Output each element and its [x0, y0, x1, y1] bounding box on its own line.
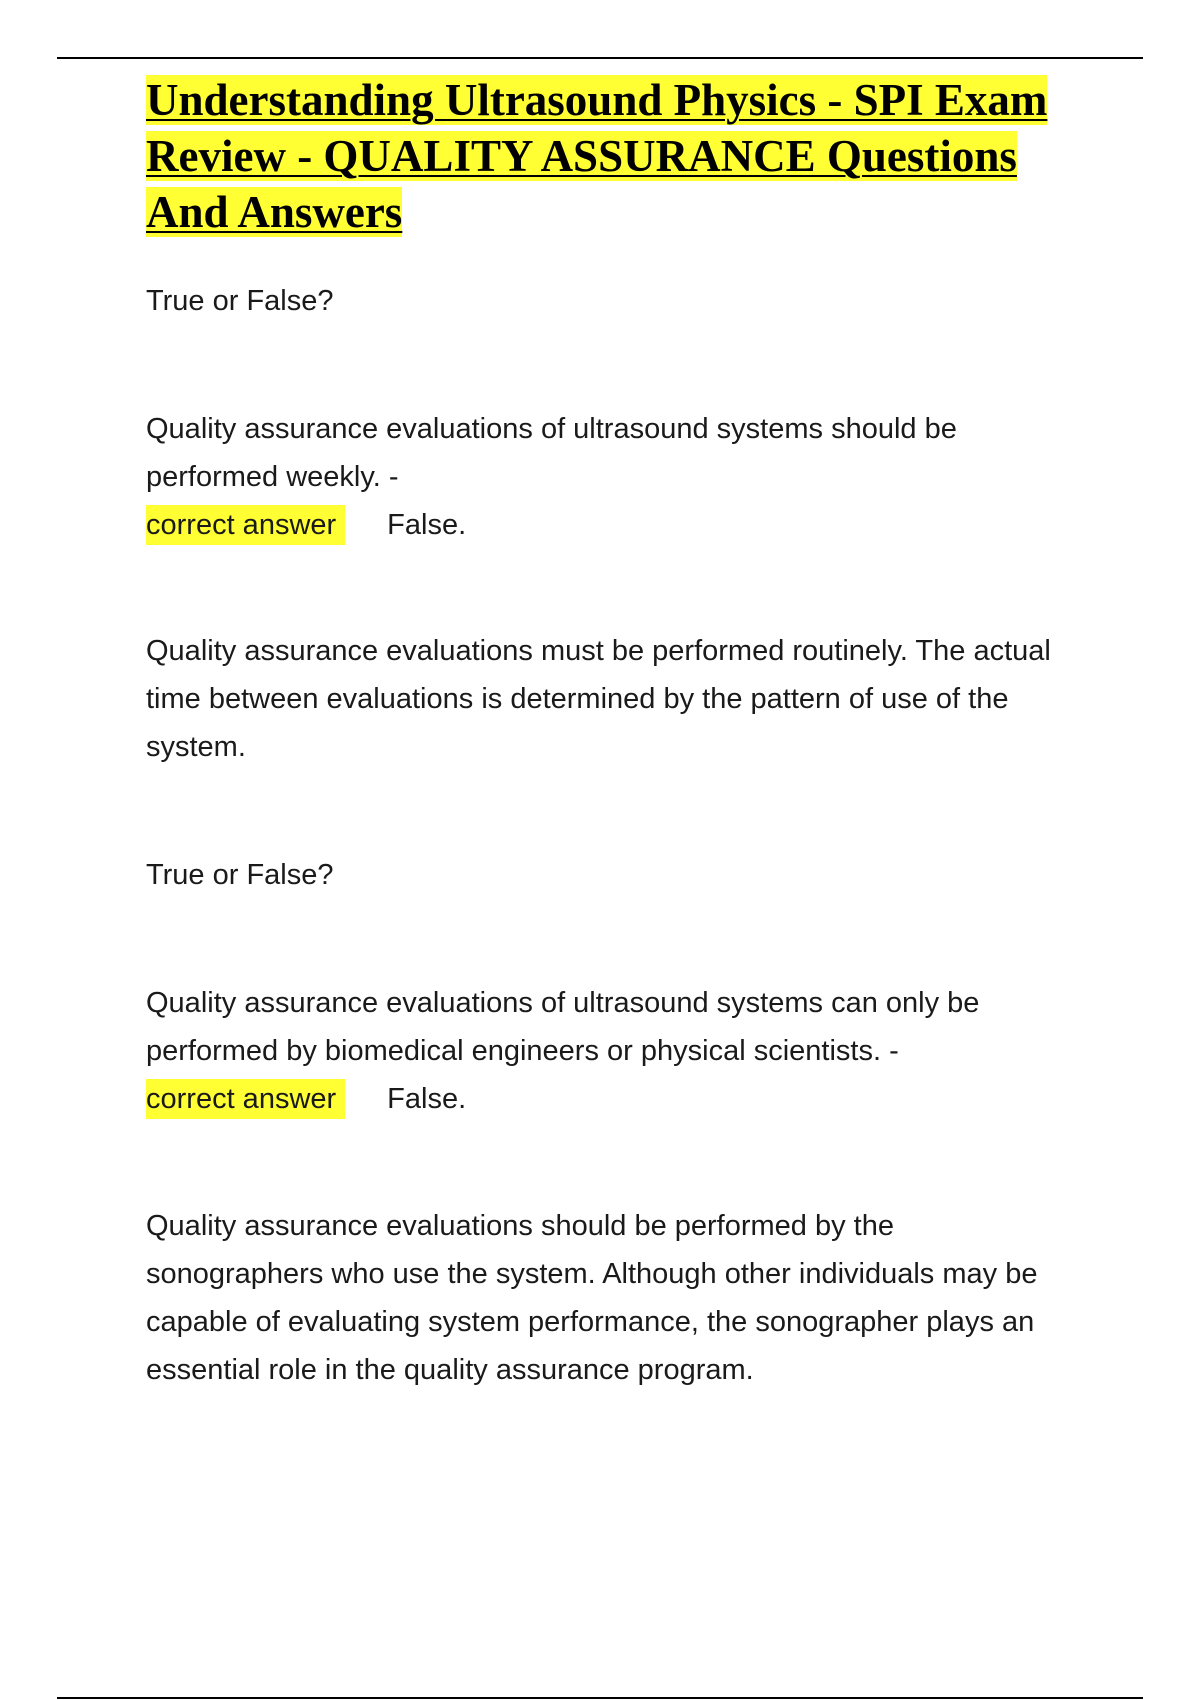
question-text: Quality assurance evaluations of ultrasound systems should be performed weekly. -: [146, 413, 957, 493]
correct-answer-label: correct answer: [146, 1079, 345, 1119]
answer-explanation: Quality assurance evaluations must be performed routinely. The actual time between evaluations is determined by the pattern of use of the system.: [146, 635, 1051, 763]
answer-value: False.: [387, 1082, 467, 1115]
question-text: Quality assurance evaluations of ultrasound systems can only be performed by biomedical engineers or physical scientists. -: [146, 987, 980, 1067]
document-title: Understanding Ultrasound Physics - SPI Exam Review - QUALITY ASSURANCE Questions And Answers: [146, 75, 1048, 237]
bottom-rule: [57, 1697, 1143, 1699]
answer-row: [146, 1075, 1076, 1123]
true-false-prompt: True or False?: [146, 285, 334, 317]
answer-explanation: Quality assurance evaluations should be performed by the sonographers who use the system. Although other individuals may be capable of evaluating system performance, the sonographer plays an essential role in the quality assurance program.: [146, 1210, 1038, 1386]
answer-value: False.: [387, 508, 467, 541]
answer-row: [146, 501, 1076, 549]
top-rule: [57, 57, 1143, 59]
true-false-prompt: True or False?: [146, 859, 334, 891]
document-body: [146, 72, 1076, 1394]
correct-answer-label: correct answer: [146, 505, 345, 545]
